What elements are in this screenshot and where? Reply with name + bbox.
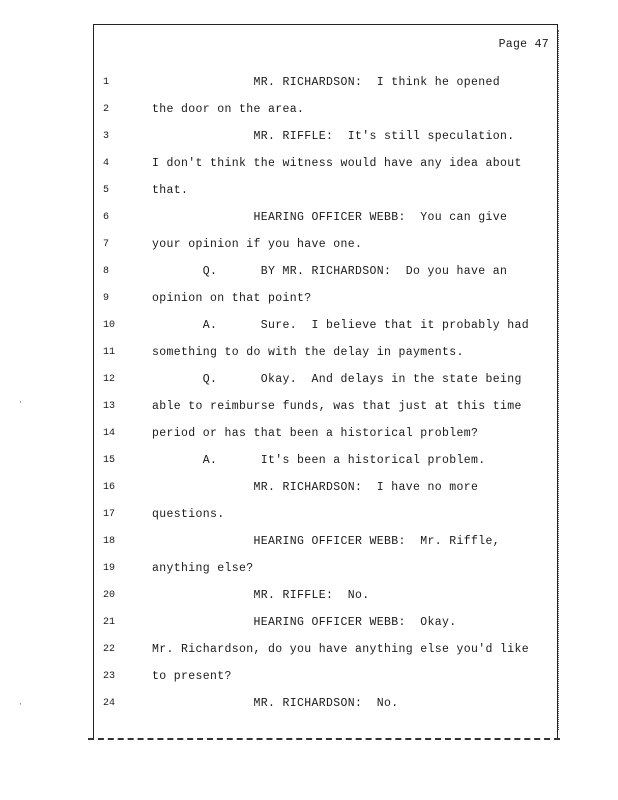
transcript-line xyxy=(94,695,557,713)
transcript-line xyxy=(94,533,557,551)
transcript-line xyxy=(94,155,557,173)
transcript-line xyxy=(94,74,557,92)
line-text: Q. BY MR. RICHARDSON: Do you have an xyxy=(152,265,508,278)
line-text: period or has that been a historical problem? xyxy=(152,427,479,440)
line-number: 4 xyxy=(103,158,110,169)
transcript-line xyxy=(94,182,557,200)
line-number: 1 xyxy=(103,77,110,88)
line-number: 13 xyxy=(103,401,116,412)
transcript-line xyxy=(94,290,557,308)
line-number: 8 xyxy=(103,266,110,277)
line-number: 2 xyxy=(103,104,110,115)
line-number: 23 xyxy=(103,671,116,682)
transcript-line xyxy=(94,587,557,605)
line-text: Mr. Richardson, do you have anything else you'd like xyxy=(152,643,530,656)
line-text: MR. RICHARDSON: I think he opened xyxy=(152,76,501,89)
line-number: 20 xyxy=(103,590,116,601)
line-text: your opinion if you have one. xyxy=(152,238,363,251)
line-text: A. It's been a historical problem. xyxy=(152,454,486,467)
line-text: HEARING OFFICER WEBB: You can give xyxy=(152,211,508,224)
transcript-line xyxy=(94,641,557,659)
transcript-line xyxy=(94,371,557,389)
line-text: MR. RICHARDSON: I have no more xyxy=(152,481,479,494)
transcript-line xyxy=(94,101,557,119)
line-number: 24 xyxy=(103,698,116,709)
line-number: 3 xyxy=(103,131,110,142)
line-text: MR. RIFFLE: No. xyxy=(152,589,370,602)
line-text: I don't think the witness would have any idea about xyxy=(152,157,522,170)
line-text: to present? xyxy=(152,670,232,683)
transcript-line xyxy=(94,614,557,632)
scan-speck: · xyxy=(18,398,23,407)
line-number: 14 xyxy=(103,428,116,439)
transcript-page xyxy=(93,24,558,739)
line-number: 16 xyxy=(103,482,116,493)
line-number: 21 xyxy=(103,617,116,628)
scan-speck: · xyxy=(18,700,23,709)
line-number: 18 xyxy=(103,536,116,547)
line-number: 11 xyxy=(103,347,116,358)
line-number: 5 xyxy=(103,185,110,196)
line-number: 17 xyxy=(103,509,116,520)
line-text: Q. Okay. And delays in the state being xyxy=(152,373,522,386)
line-number: 7 xyxy=(103,239,110,250)
transcript-line xyxy=(94,128,557,146)
transcript-line xyxy=(94,668,557,686)
transcript-line xyxy=(94,479,557,497)
line-number: 12 xyxy=(103,374,116,385)
page-bottom-border xyxy=(88,738,560,743)
transcript-line xyxy=(94,317,557,335)
transcript-line xyxy=(94,506,557,524)
line-text: anything else? xyxy=(152,562,254,575)
line-number: 10 xyxy=(103,320,116,331)
line-number: 22 xyxy=(103,644,116,655)
transcript-line xyxy=(94,398,557,416)
scan-edge-right xyxy=(558,30,561,730)
line-text: questions. xyxy=(152,508,225,521)
line-text: able to reimburse funds, was that just at this time xyxy=(152,400,522,413)
transcript-line xyxy=(94,236,557,254)
line-number: 15 xyxy=(103,455,116,466)
line-text: opinion on that point? xyxy=(152,292,312,305)
transcript-line xyxy=(94,209,557,227)
line-text: MR. RIFFLE: It's still speculation. xyxy=(152,130,515,143)
transcript-line xyxy=(94,344,557,362)
transcript-line xyxy=(94,560,557,578)
line-text: HEARING OFFICER WEBB: Okay. xyxy=(152,616,457,629)
transcript-line xyxy=(94,452,557,470)
line-number: 9 xyxy=(103,293,110,304)
transcript-line xyxy=(94,263,557,281)
line-number: 19 xyxy=(103,563,116,574)
line-text: that. xyxy=(152,184,189,197)
line-text: the door on the area. xyxy=(152,103,305,116)
line-number: 6 xyxy=(103,212,110,223)
line-text: something to do with the delay in payments. xyxy=(152,346,464,359)
line-text: MR. RICHARDSON: No. xyxy=(152,697,399,710)
transcript-line xyxy=(94,425,557,443)
line-text: A. Sure. I believe that it probably had xyxy=(152,319,530,332)
page-number: Page 47 xyxy=(498,38,549,51)
line-text: HEARING OFFICER WEBB: Mr. Riffle, xyxy=(152,535,501,548)
